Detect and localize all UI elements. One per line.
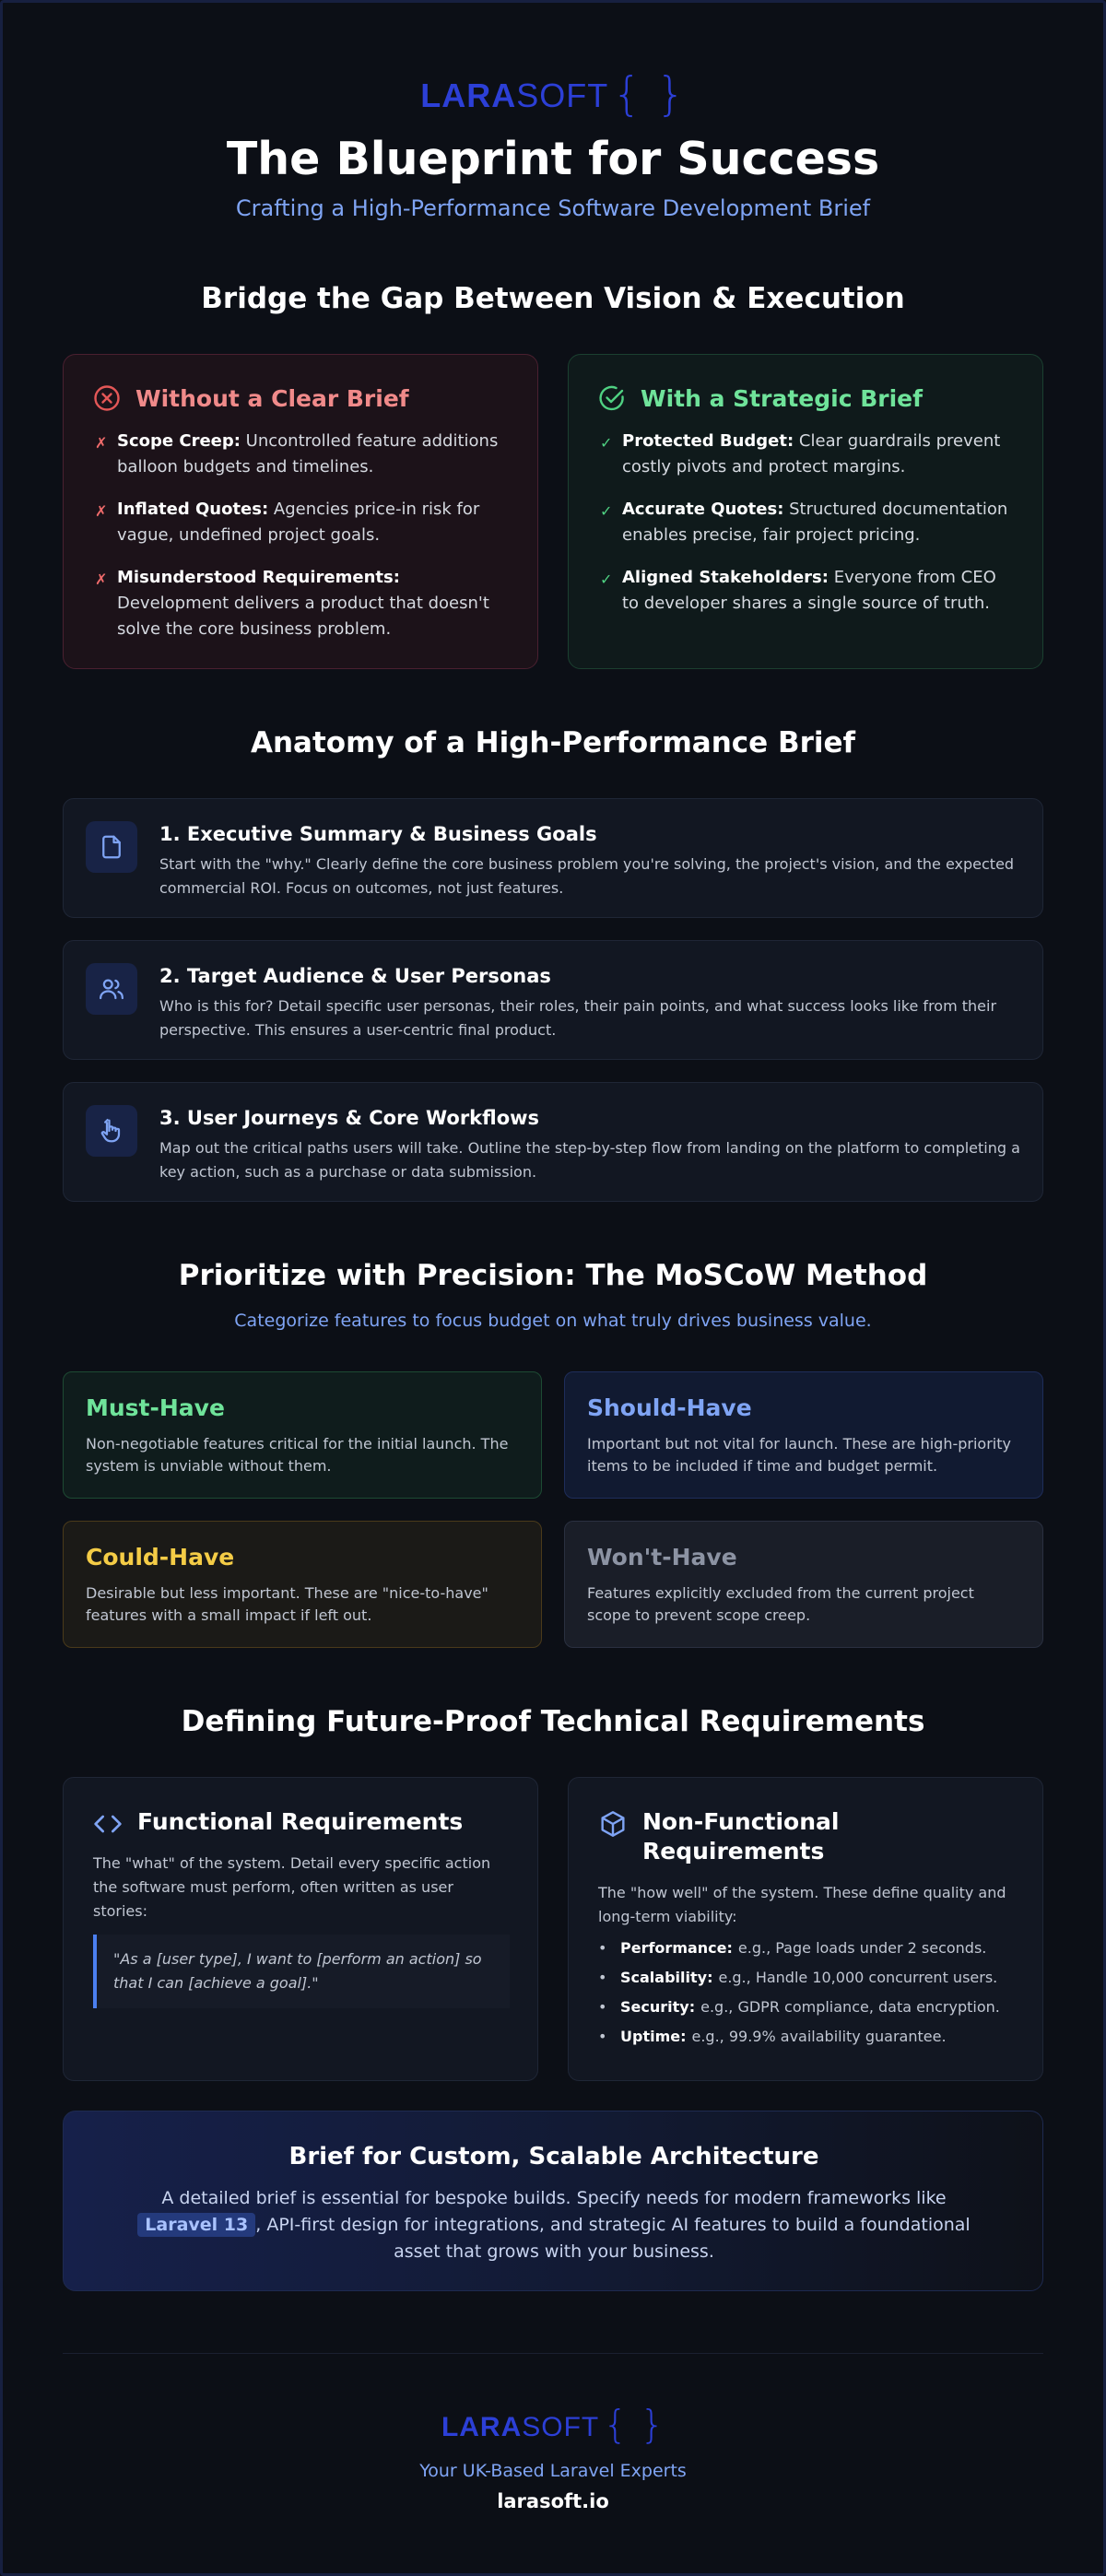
point-text: Uncontrolled feature additions balloon budgets and timelines. [117, 431, 499, 476]
wont-have-title: Won't-Have [587, 1544, 737, 1570]
bullet-icon: • [598, 1998, 607, 2016]
functional-title: Functional Requirements [137, 1808, 464, 1835]
non-functional-list [598, 1938, 1022, 2056]
compare-section-title: Bridge the Gap Between Vision & Execution [201, 282, 905, 315]
anatomy-item-desc: Who is this for? Detail specific user personas, their roles, their pain points, and what success looks like from their perspective. This ensures a user-centric final product. [159, 997, 997, 1039]
anatomy-item-desc: Start with the "why." Clearly define the core business problem you're solving, the project's vision, and the expected commercial ROI. Focus on outcomes, not just features. [159, 855, 1015, 897]
list-item [598, 1938, 1022, 1958]
must-have-title: Must-Have [86, 1394, 225, 1421]
title-line: Requirements [642, 1838, 825, 1864]
document-icon [86, 821, 137, 873]
non-functional-title [642, 1807, 839, 1866]
cross-icon: ✗ [95, 570, 108, 588]
logo-brace: { } [603, 2402, 665, 2447]
point-label: Protected Budget: [622, 431, 794, 451]
point-text: Everyone from CEO to developer shares a single source of truth. [622, 568, 996, 613]
tech-section-title: Defining Future-Proof Technical Requirements [181, 1705, 925, 1738]
logo-brace: { } [612, 67, 686, 121]
cube-icon [598, 1809, 628, 1839]
pointer-hand-icon [86, 1105, 137, 1157]
item-text: e.g., Page loads under 2 seconds. [737, 1939, 987, 1957]
footer-tagline: Your UK-Based Laravel Experts [419, 2461, 687, 2481]
brand-logo [0, 65, 1106, 121]
footer-divider [63, 2353, 1043, 2354]
check-icon: ✓ [600, 434, 613, 452]
anatomy-item-user-journeys [63, 1082, 1043, 1202]
list-item [598, 1968, 1022, 1988]
architecture-text [137, 2185, 971, 2265]
laravel-tag: Laravel 13 [137, 2213, 255, 2237]
point-label: Misunderstood Requirements: [117, 568, 400, 587]
logo-lara: LARA [420, 76, 517, 114]
bullet-icon: • [598, 1969, 607, 1986]
non-functional-requirements-card [568, 1777, 1043, 2081]
without-brief-list [95, 429, 510, 659]
item-text: e.g., Handle 10,000 concurrent users. [718, 1969, 998, 1986]
item-text: e.g., 99.9% availability guarantee. [691, 2028, 947, 2045]
anatomy-item-executive-summary [63, 798, 1043, 918]
list-item [598, 2027, 1022, 2047]
should-have-card [564, 1371, 1043, 1499]
anatomy-section-title: Anatomy of a High-Performance Brief [250, 726, 856, 759]
point-label: Inflated Quotes: [117, 500, 269, 519]
anatomy-item-desc: Map out the critical paths users will take. Outline the step-by-step flow from landing on the platform to completing a key action, such as a purchase or data submission. [159, 1139, 1020, 1181]
user-story-quote: "As a [user type], I want to [perform an action] so that I can [achieve a goal]." [93, 1935, 510, 2008]
page-title: The Blueprint for Success [226, 133, 880, 185]
list-item [95, 497, 510, 548]
list-item [598, 1997, 1022, 2017]
item-label: Scalability: [620, 1969, 713, 1986]
point-text: Clear guardrails prevent costly pivots and protect margins. [622, 431, 1001, 476]
functional-requirements-card [63, 1777, 538, 2081]
logo-soft: SOFT [522, 2412, 600, 2442]
check-icon: ✓ [600, 570, 613, 588]
check-circle-icon [598, 384, 626, 412]
code-icon [93, 1809, 123, 1839]
must-have-desc: Non-negotiable features critical for the initial launch. The system is unviable without them. [86, 1435, 509, 1475]
list-item [95, 565, 510, 642]
list-item [600, 565, 1015, 617]
list-item [95, 429, 510, 480]
anatomy-item-title: 2. Target Audience & User Personas [159, 965, 551, 987]
footer-logo [0, 2400, 1106, 2445]
could-have-title: Could-Have [86, 1544, 235, 1570]
architecture-title: Brief for Custom, Scalable Architecture [288, 2143, 819, 2170]
without-brief-card [63, 354, 538, 669]
item-label: Performance: [620, 1939, 733, 1957]
must-have-card [63, 1371, 542, 1499]
point-text: Development delivers a product that doesn't solve the core business problem. [117, 594, 489, 639]
point-label: Aligned Stakeholders: [622, 568, 829, 587]
with-brief-title: With a Strategic Brief [641, 384, 924, 412]
item-label: Security: [620, 1998, 696, 2016]
without-brief-title: Without a Clear Brief [135, 384, 409, 412]
wont-have-card [564, 1521, 1043, 1648]
should-have-title: Should-Have [587, 1394, 752, 1421]
moscow-section-title: Prioritize with Precision: The MoSCoW Method [178, 1259, 928, 1292]
bullet-icon: • [598, 1939, 607, 1957]
page-subtitle: Crafting a High-Performance Software Development Brief [235, 195, 871, 221]
with-brief-card [568, 354, 1043, 669]
architecture-text-after: , API-first design for integrations, and strategic AI features to build a foundational asset that grows with your business. [255, 2215, 971, 2262]
should-have-desc: Important but not vital for launch. These are high-priority items to be included if time and budget permit. [587, 1435, 1011, 1475]
list-item [600, 497, 1015, 548]
architecture-callout [63, 2111, 1043, 2291]
title-line: Non-Functional [642, 1808, 840, 1835]
item-label: Uptime: [620, 2028, 687, 2045]
bullet-icon: • [598, 2028, 607, 2045]
wont-have-desc: Features explicitly excluded from the current project scope to prevent scope creep. [587, 1584, 974, 1624]
list-item [600, 429, 1015, 480]
moscow-subtitle: Categorize features to focus budget on what truly drives business value. [234, 1311, 872, 1331]
footer-url-link[interactable]: larasoft.io [497, 2490, 609, 2512]
functional-desc: The "what" of the system. Detail every specific action the software must perform, often written as user stories: [93, 1854, 491, 1920]
point-label: Scope Creep: [117, 431, 241, 451]
point-label: Accurate Quotes: [622, 500, 784, 519]
logo-lara: LARA [441, 2412, 523, 2442]
point-text: Structured documentation enables precise, fair project pricing. [622, 500, 1008, 545]
x-circle-icon [93, 384, 121, 412]
cross-icon: ✗ [95, 434, 108, 452]
architecture-text-before: A detailed brief is essential for bespoke builds. Specify needs for modern frameworks like [161, 2188, 947, 2208]
non-functional-desc: The "how well" of the system. These define quality and long-term viability: [598, 1884, 1006, 1925]
cross-icon: ✗ [95, 502, 108, 520]
logo-soft: SOFT [516, 76, 609, 114]
check-icon: ✓ [600, 502, 613, 520]
could-have-card [63, 1521, 542, 1648]
item-text: e.g., GDPR compliance, data encryption. [700, 1998, 1000, 2016]
point-text: Agencies price-in risk for vague, undefined project goals. [117, 500, 480, 545]
anatomy-item-target-audience [63, 940, 1043, 1060]
anatomy-item-title: 3. User Journeys & Core Workflows [159, 1107, 540, 1129]
could-have-desc: Desirable but less important. These are "nice-to-have" features with a small impact if left out. [86, 1584, 488, 1624]
anatomy-item-title: 1. Executive Summary & Business Goals [159, 823, 597, 845]
users-icon [86, 963, 137, 1015]
with-brief-list [600, 429, 1015, 633]
